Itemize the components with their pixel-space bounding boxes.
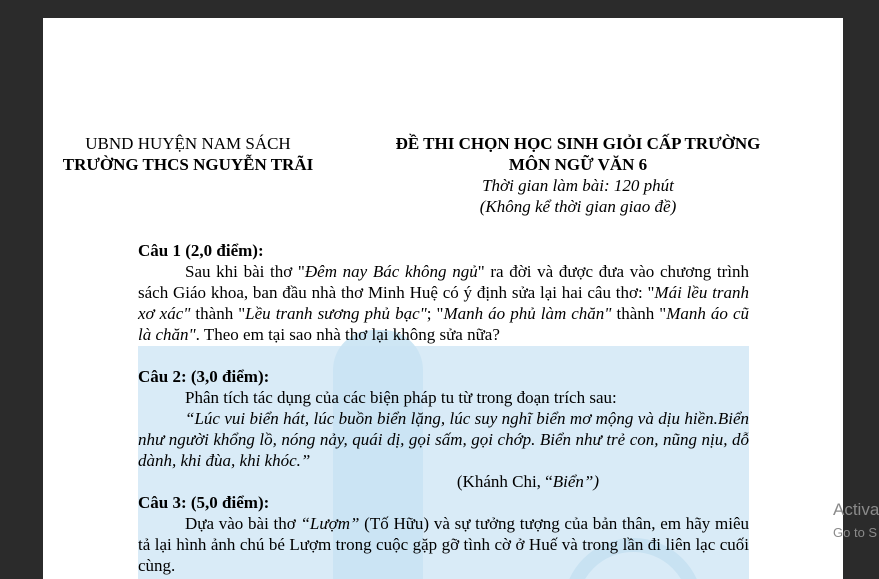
question-1-body (138, 261, 749, 345)
spacer (138, 345, 749, 366)
question-2-instruction: Phân tích tác dụng của các biện pháp tu từ trong đoạn trích sau: (185, 388, 617, 407)
activate-windows-watermark: Activa (833, 500, 879, 519)
q1-verse-a: Mái lều tranh xơ xác" (138, 283, 749, 323)
source-title: Biển”) (552, 472, 599, 491)
q1-text-1: Sau khi bài thơ " (185, 262, 305, 281)
district-name: UBND HUYỆN NAM SÁCH (85, 134, 291, 153)
q1-poem-title: Đêm nay Bác không ngủ (304, 262, 478, 281)
subject-title: MÔN NGỮ VĂN 6 (508, 155, 648, 174)
q1-verse-d: Manh áo cũ là chăn" (138, 304, 749, 344)
header-right (363, 133, 793, 217)
question-2-source (138, 471, 749, 492)
q1-text-6: . Theo em tại sao nhà thơ lại không sửa nữa? (195, 325, 500, 344)
exam-title: ĐỀ THI CHỌN HỌC SINH GIỎI CẤP TRƯỜNG (395, 134, 761, 153)
question-2-excerpt: “Lúc vui biển hát, lúc buồn biển lặng, lúc suy nghĩ biển mơ mộng và dịu hiền.Biển như người khổng lồ, nóng nảy, quái dị, gọi sấm, gọi chớp. Biển như trẻ con, nũng nịu, dỗ dành, khi đùa, khi khóc.” (138, 409, 749, 470)
q1-text-3: thành " (190, 304, 246, 323)
header-left (43, 133, 333, 175)
q1-text-4: ; " (426, 304, 444, 323)
q1-text-5: thành " (611, 304, 667, 323)
question-3-title: Câu 3: (5,0 điểm): (138, 493, 270, 512)
q1-verse-c: Manh áo phủ làm chăn" (443, 304, 612, 323)
question-2-title: Câu 2: (3,0 điểm): (138, 367, 270, 386)
source-author: (Khánh Chi, “ (456, 472, 553, 491)
activate-windows-subtext: Go to S (833, 525, 878, 540)
school-name: TRƯỜNG THCS NGUYỄN TRÃI (62, 155, 314, 174)
exam-content (138, 240, 749, 576)
q1-text-2: " ra đời và được đưa vào chương trình sách Giáo khoa, ban đầu nhà thơ Minh Huệ có ý định sửa lại hai câu thơ: " (138, 262, 749, 302)
document-page (43, 18, 843, 579)
time-note: (Không kể thời gian giao đề) (479, 197, 677, 216)
q1-verse-b: Lều tranh sương phủ bạc" (245, 304, 427, 323)
question-1-title: Câu 1 (2,0 điểm): (138, 241, 264, 260)
q3-text-1: Dựa vào bài thơ (185, 514, 301, 533)
time-limit: Thời gian làm bài: 120 phút (482, 176, 674, 195)
q3-text-2: (Tố Hữu) và sự tưởng tượng của bản thân, em hãy miêu tả lại hình ảnh chú bé Lượm trong cuộc gặp gỡ tình cờ ở Huế và trong lần đi liên lạc cuối cùng. (138, 514, 749, 575)
question-3-body (138, 513, 749, 576)
q3-poem-title: “Lượm” (300, 514, 360, 533)
